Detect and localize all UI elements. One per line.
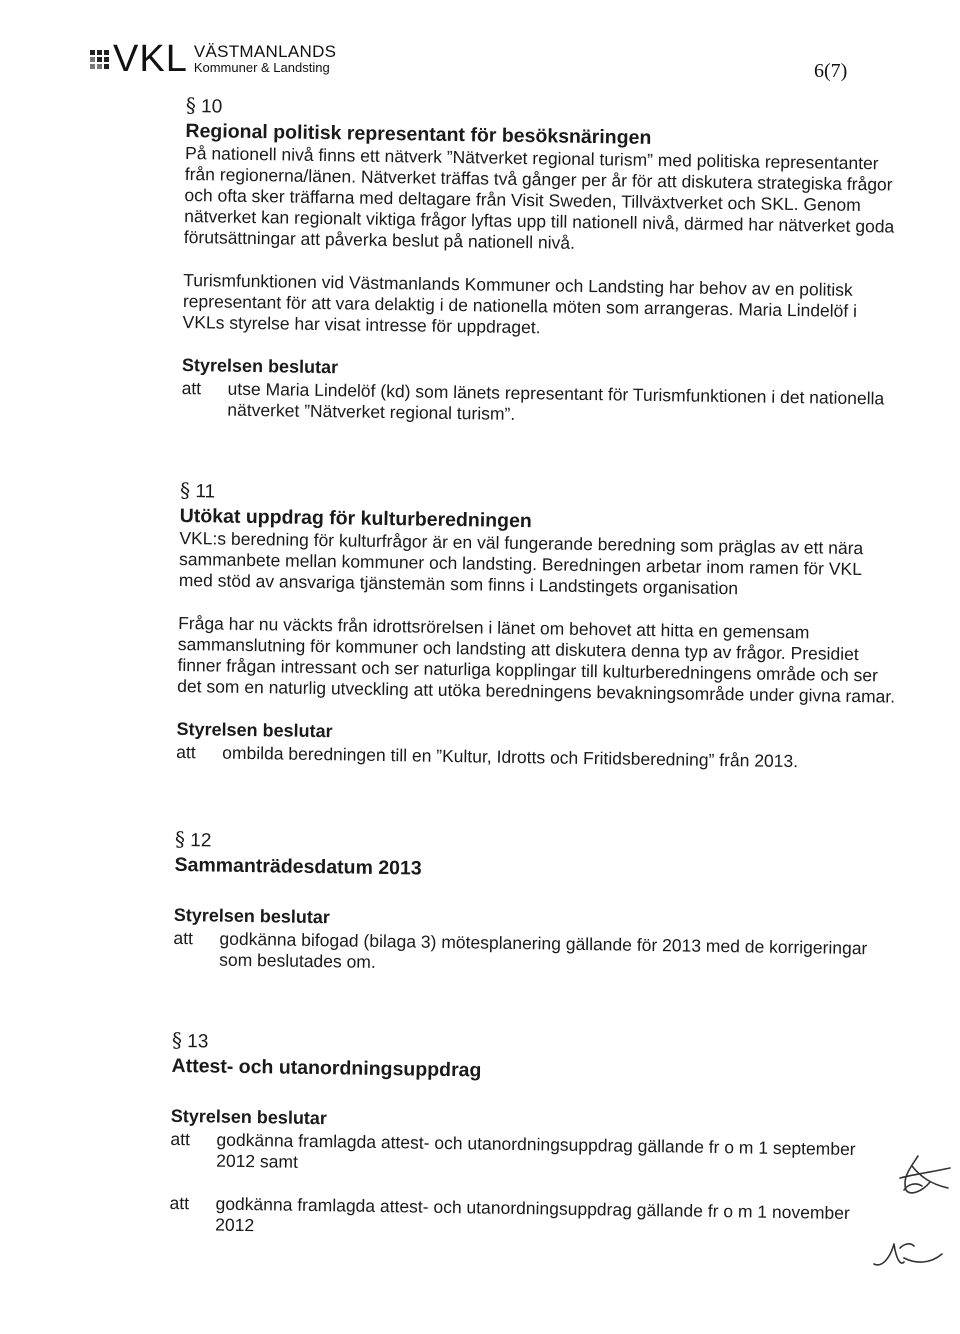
paragraph: Turismfunktionen vid Västmanlands Kommuner och Landsting har behov av en politisk representant för att vara delaktig i de nationella möten som arrangeras. Maria Lindelöf i VKLs styrelse har visat intresse för uppdraget. <box>182 269 858 338</box>
section-number: § 10 <box>185 93 223 118</box>
decision-text: ombilda beredningen till en ”Kultur, Idrotts och Fritidsberedning” från 2013. <box>222 742 799 772</box>
decision-keyword: att <box>181 377 202 399</box>
decision-heading: Styrelsen beslutar <box>176 718 333 742</box>
section-title: Utökat uppdrag för kulturberedningen <box>179 504 532 533</box>
decision-text: utse Maria Lindelöf (kd) som länets representant för Turismfunktionen i det nationella nätverket ”Nätverket regional turism”. <box>227 378 885 424</box>
section-title: Sammanträdesdatum 2013 <box>174 853 422 880</box>
decision-text: godkänna framlagda attest- och utanordningsuppdrag gällande fr o m 1 september 2012 samt <box>216 1129 856 1172</box>
section-number: § 13 <box>171 1027 209 1053</box>
section-11 <box>176 477 900 774</box>
decision-heading: Styrelsen beslutar <box>181 354 339 378</box>
paragraph: På nationell nivå finns ett nätverk ”Nätverket regional turism” med politiska representanter från regionerna/länen. Nätverket träffas två gånger per år för att diskutera strategiska frågor och ofta sker träffarna med deltagare från Visit Sweden, Tillväxtverket och SKL. Genom nätverket kan regionalt viktiga frågor lyftas upp till nationell nivå, därmed har nätverket goda förutsättningar att påverka beslut på nationell nivå. <box>183 142 895 253</box>
decision-text: godkänna framlagda attest- och utanordningsuppdrag gällande fr o m 1 november 2012 <box>215 1193 850 1236</box>
section-10 <box>181 95 906 431</box>
section-13 <box>169 1027 892 1246</box>
minutes-body <box>169 95 906 1246</box>
decision-keyword: att <box>169 1192 190 1214</box>
decision-heading: Styrelsen beslutar <box>170 1105 328 1129</box>
decision-keyword: att <box>173 927 194 949</box>
section-number: § 11 <box>179 477 216 503</box>
vkl-logo <box>90 40 336 78</box>
section-title: Regional politisk representant för besöksnäringen <box>185 119 652 149</box>
paragraph: Fråga har nu väckts från idrottsrörelsen i länet om behovet att hitta en gemensam sammanslutning för kommuner och landsting att diskutera denna typ av frågor. Presidiet finner frågan intressant och ser naturliga kopplingar till kulturberedningens område och ser det som en naturlig utveckling att utöka beredningens bevakningsområde under givna ramar. <box>177 612 896 707</box>
logo-mark: VKL <box>113 38 188 80</box>
org-name-line1: VÄSTMANLANDS <box>193 42 337 62</box>
decision-heading: Styrelsen beslutar <box>173 904 331 928</box>
org-name-line2: Kommuner & Landsting <box>193 60 330 76</box>
paragraph: VKL:s beredning för kulturfrågor är en väl fungerande beredning som präglas av ett nära sammanbete mellan kommuner och landsting. Beredningen arbetar inom ramen för VKL med stöd av ansvariga tjänstemän som finns i Landstingets organisation <box>178 527 864 599</box>
handwritten-initials <box>860 1148 960 1288</box>
decision-keyword: att <box>176 741 196 763</box>
decision-text: godkänna bifogad (bilaga 3) mötesplanering gällande för 2013 med de korrigeringar som beslutades om. <box>219 928 868 972</box>
section-number: § 12 <box>174 826 212 852</box>
section-title: Attest- och utanordningsuppdrag <box>171 1054 482 1082</box>
page-number: 6(7) <box>814 60 848 82</box>
logo-dots-icon <box>90 50 109 69</box>
decision-keyword: att <box>170 1128 191 1150</box>
section-12 <box>173 826 895 981</box>
